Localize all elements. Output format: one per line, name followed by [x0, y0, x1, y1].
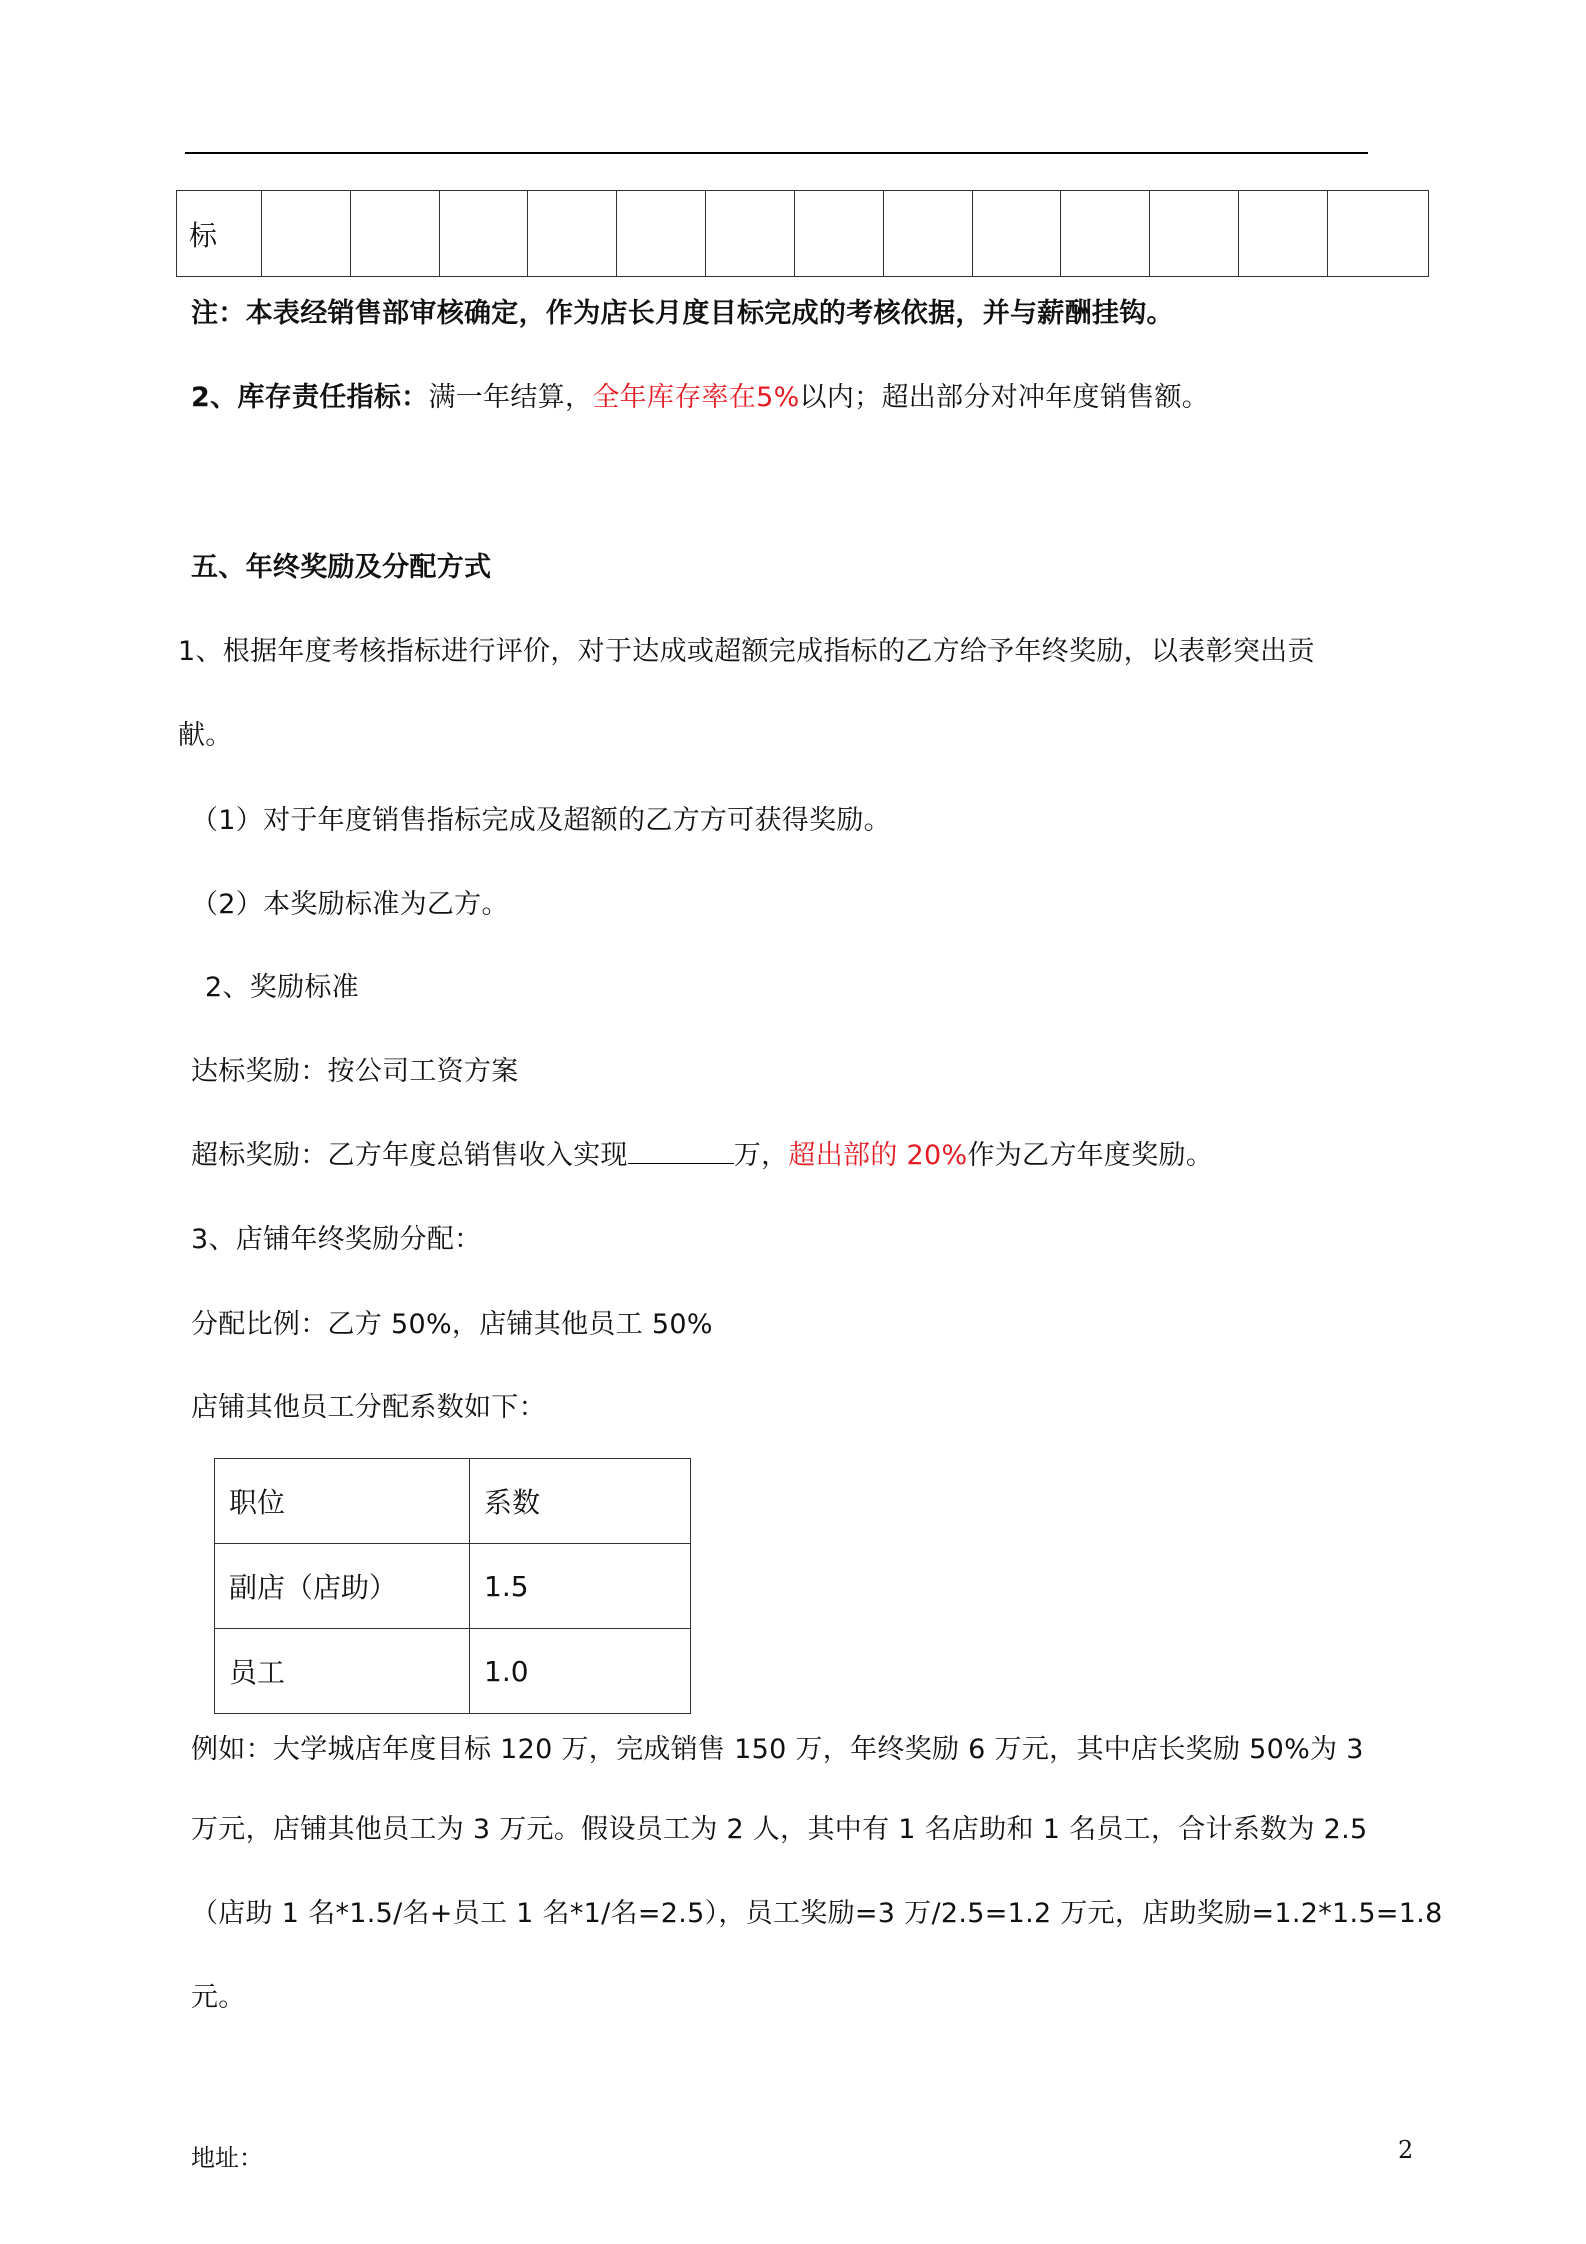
table-header-cell: 职位	[215, 1459, 470, 1544]
over-reward	[191, 1136, 1213, 1176]
blank-amount-field	[628, 1137, 734, 1164]
inventory-label: 2、库存责任指标：	[191, 382, 429, 413]
inventory-text-red: 全年库存率在5%	[592, 382, 800, 413]
table-header-cell: 系数	[470, 1459, 691, 1544]
table-cell: 1.5	[470, 1544, 691, 1629]
distribution-ratio: 分配比例：乙方 50%，店铺其他员工 50%	[191, 1309, 713, 1340]
list-item: （1）对于年度销售指标完成及超额的乙方方可获得奖励。	[191, 805, 891, 836]
table-cell	[1239, 191, 1328, 277]
table-cell	[617, 191, 706, 277]
table-note: 注：本表经销售部审核确定，作为店长月度目标完成的考核依据，并与薪酬挂钩。	[191, 298, 1174, 329]
example-line: 例如：大学城店年度目标 120 万，完成销售 150 万，年终奖励 6 万元，其中店长奖励 50%为 3	[191, 1734, 1364, 1765]
table-cell	[706, 191, 795, 277]
table-cell	[972, 191, 1061, 277]
example-line: 万元，店铺其他员工为 3 万元。假设员工为 2 人，其中有 1 名店助和 1 名员工，合计系数为 2.5	[191, 1814, 1368, 1845]
table-cell	[439, 191, 528, 277]
subsection-title: 2、奖励标准	[205, 972, 359, 1003]
table-cell	[1150, 191, 1239, 277]
table-cell: 1.0	[470, 1629, 691, 1714]
inventory-indicator	[191, 378, 1209, 418]
over-reward-text-c: 作为乙方年度奖励。	[967, 1140, 1214, 1171]
table-cell	[794, 191, 883, 277]
table-row	[215, 1629, 691, 1714]
paragraph-line: 献。	[178, 720, 233, 751]
standard-reward: 达标奖励：按公司工资方案	[191, 1056, 519, 1087]
subsection-title: 3、店铺年终奖励分配：	[191, 1224, 482, 1255]
over-reward-text-b: 万，	[733, 1140, 789, 1171]
list-item: （2）本奖励标准为乙方。	[191, 889, 509, 920]
table-cell: 标	[177, 191, 262, 277]
page-number: 2	[1398, 2136, 1414, 2164]
example-line: （店助 1 名*1.5/名+员工 1 名*1/名=2.5），员工奖励=3 万/2.5=1.2 万元，店助奖励=1.2*1.5=1.8	[191, 1898, 1443, 1929]
table-cell	[528, 191, 617, 277]
coefficient-intro: 店铺其他员工分配系数如下：	[191, 1392, 546, 1423]
footer-address: 地址：	[191, 2144, 263, 2172]
target-table	[176, 190, 1429, 277]
table-cell: 员工	[215, 1629, 470, 1714]
table-cell	[262, 191, 351, 277]
table-row	[177, 191, 1429, 277]
table-cell	[883, 191, 972, 277]
over-reward-text-red: 超出部的 20%	[788, 1140, 968, 1171]
table-header-row	[215, 1459, 691, 1544]
table-cell	[1328, 191, 1429, 277]
example-line: 元。	[191, 1982, 246, 2013]
inventory-text-a: 满一年结算，	[428, 382, 593, 413]
table-cell	[1061, 191, 1150, 277]
over-reward-text-a: 超标奖励：乙方年度总销售收入实现	[191, 1140, 628, 1171]
coefficient-table	[214, 1458, 691, 1714]
table-cell: 副店（店助）	[215, 1544, 470, 1629]
table-row	[215, 1544, 691, 1629]
table-cell	[350, 191, 439, 277]
section-title: 五、年终奖励及分配方式	[191, 552, 492, 583]
inventory-text-b: 以内；超出部分对冲年度销售额。	[799, 382, 1210, 413]
paragraph-line: 1、根据年度考核指标进行评价，对于达成或超额完成指标的乙方给予年终奖励，以表彰突出贡	[178, 636, 1315, 667]
header-rule	[185, 152, 1368, 154]
